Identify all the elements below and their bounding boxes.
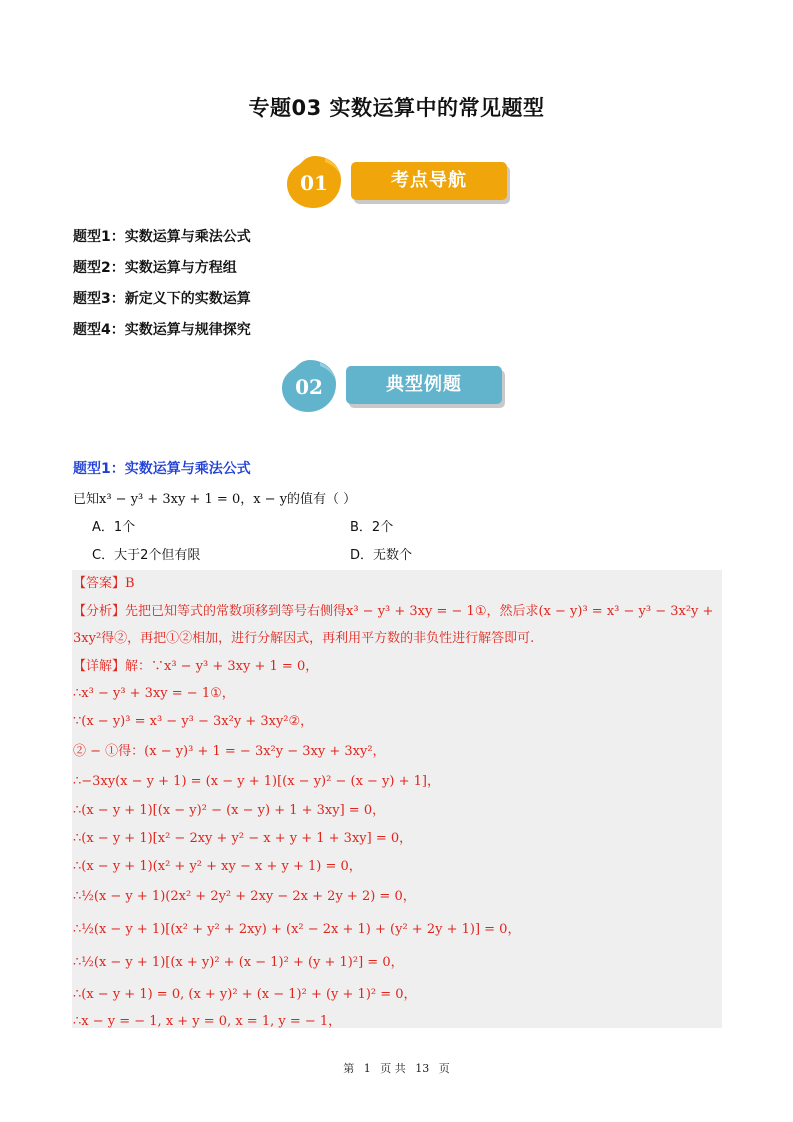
solution-line: ∴½(x − y + 1)[(x² + y² + 2xy) + (x² − 2x + 1) + (y² + 2y + 1)] = 0， xyxy=(73,922,521,937)
footer-prefix: 第 xyxy=(343,1062,355,1075)
topic-item-2: 题型2：实数运算与方程组 xyxy=(73,260,237,276)
analysis-line: 【分析】先把已知等式的常数项移到等号右侧得x³ − y³ + 3xy = − 1①，然后求(x − y)³ = x³ − y³ − 3x²y + xyxy=(73,604,714,619)
topic-item-1: 题型1：实数运算与乘法公式 xyxy=(73,229,251,245)
footer-total-pages: 13 xyxy=(415,1062,430,1075)
banner-label: 典型例题 xyxy=(346,366,502,404)
answer-label: 【答案】B xyxy=(73,576,135,591)
section-heading: 题型1：实数运算与乘法公式 xyxy=(73,461,251,477)
banner-label: 考点导航 xyxy=(351,162,507,200)
badge-number: 01 xyxy=(300,171,328,195)
option-a: A．1个 xyxy=(92,520,136,535)
solution-line: ∴−3xy(x − y + 1) = (x − y + 1)[(x − y)² − (x − y) + 1]， xyxy=(73,774,440,789)
topic-item-3: 题型3：新定义下的实数运算 xyxy=(73,291,251,307)
option-c: C．大于2个但有限 xyxy=(92,548,201,563)
badge-number: 02 xyxy=(295,375,323,399)
option-b: B．2个 xyxy=(350,520,394,535)
option-d: D．无数个 xyxy=(350,548,413,563)
analysis-line: 3xy²得②，再把①②相加，进行分解因式，再利用平方数的非负性进行解答即可. xyxy=(73,631,535,646)
solution-line: ∴(x − y + 1)[(x − y)² − (x − y) + 1 + 3xy] = 0， xyxy=(73,803,386,818)
solution-line: ∴½(x − y + 1)[(x + y)² + (x − 1)² + (y + 1)²] = 0， xyxy=(73,955,404,970)
solution-line: ∴½(x − y + 1)(2x² + 2y² + 2xy − 2x + 2y + 2) = 0， xyxy=(73,889,416,904)
topic-item-4: 题型4：实数运算与规律探究 xyxy=(73,322,251,338)
solution-line: ∴x − y = − 1, x + y = 0, x = 1, y = − 1， xyxy=(73,1014,342,1029)
section-banner-examples xyxy=(280,358,520,414)
page-footer xyxy=(0,1060,793,1076)
solution-line: ② − ①得：(x − y)³ + 1 = − 3x²y − 3xy + 3xy²， xyxy=(73,744,386,759)
question-text: 已知x³ − y³ + 3xy + 1 = 0，x − y的值有（ ） xyxy=(73,492,357,507)
section-banner-nav xyxy=(285,154,525,210)
solution-line: ∴(x − y + 1)(x² + y² + xy − x + y + 1) = 0， xyxy=(73,859,362,874)
solution-line: ∵(x − y)³ = x³ − y³ − 3x²y + 3xy²②， xyxy=(73,714,314,729)
footer-mid: 页 共 xyxy=(380,1062,406,1075)
footer-page-number: 1 xyxy=(363,1062,371,1075)
footer-suffix: 页 xyxy=(438,1062,450,1075)
solution-line: ∴(x − y + 1) = 0, (x + y)² + (x − 1)² + (y + 1)² = 0， xyxy=(73,987,417,1002)
page-title: 专题03 实数运算中的常见题型 xyxy=(248,96,545,120)
solution-line: ∴(x − y + 1)[x² − 2xy + y² − x + y + 1 + 3xy] = 0， xyxy=(73,831,413,846)
solution-line: 【详解】解：∵x³ − y³ + 3xy + 1 = 0， xyxy=(73,659,319,674)
solution-line: ∴x³ − y³ + 3xy = − 1①， xyxy=(73,686,235,701)
